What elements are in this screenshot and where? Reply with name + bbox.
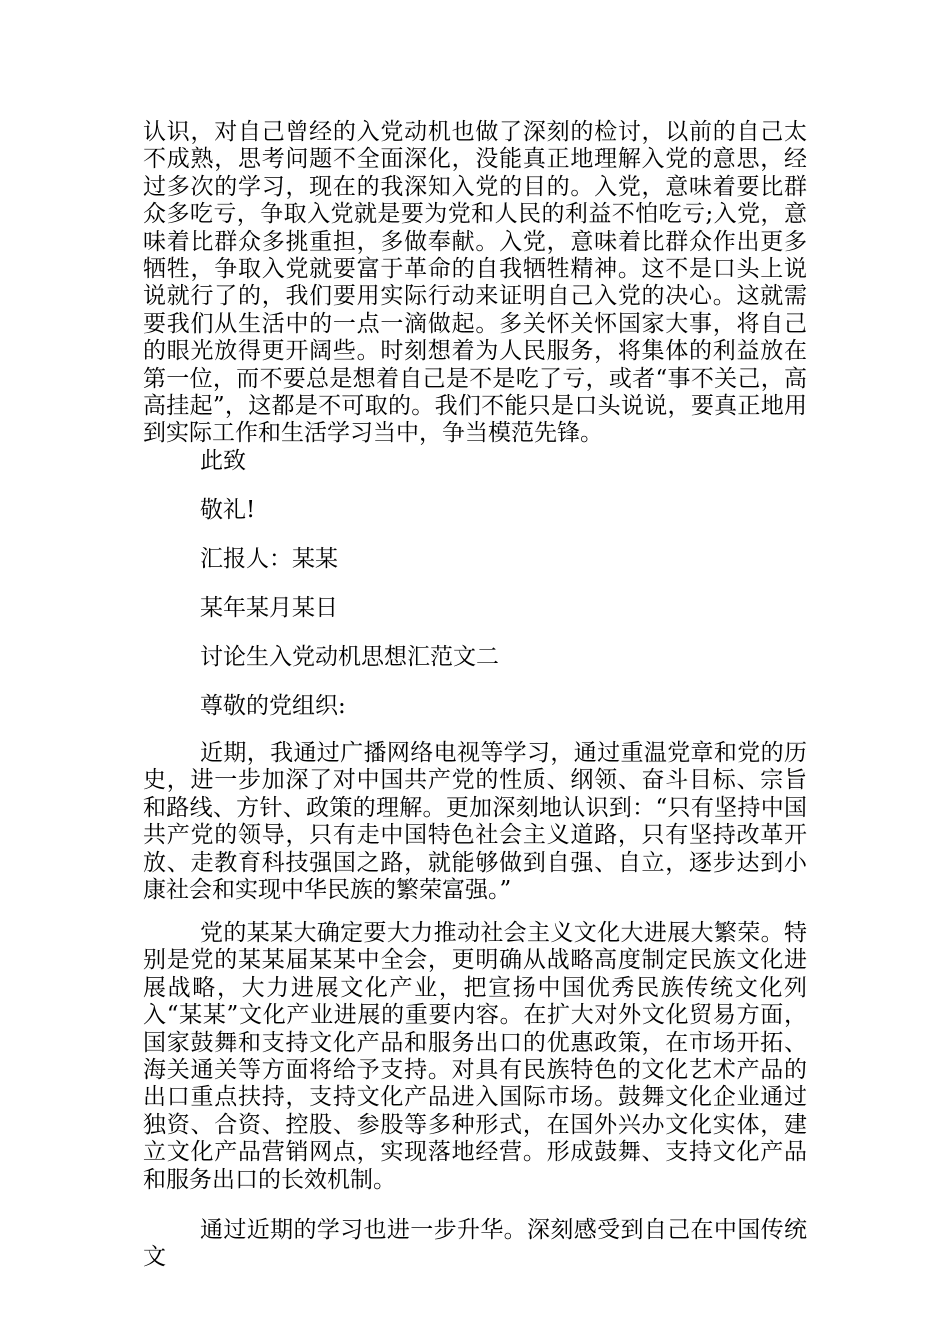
closing-line-2: 敬礼!	[200, 497, 256, 523]
paragraph-3	[143, 920, 807, 1194]
section-heading: 讨论生入党动机思想汇范文二	[200, 644, 499, 670]
paragraph-2-text: 近期，我通过广播网络电视等学习，通过重温党章和党的历史，进一步加深了对中国共产党的性质、纲领、奋斗目标、宗旨和路线、方针、政策的理解。更加深刻地认识到：“只有坚持中国共产党的领导，只有走中国特色社会主义道路，只有坚持改革开放、走教育科技强国之路，就能够做到自强、自立，逐步达到小康社会和实现中华民族的繁荣富强。”	[143, 740, 807, 904]
paragraph-1-text: 认识，对自己曾经的入党动机也做了深刻的检讨，以前的自己太不成熟，思考问题不全面深化，没能真正地理解入党的意思，经过多次的学习，现在的我深知入党的目的。入党，意味着要比群众多吃亏，争取入党就是要为党和人民的利益不怕吃亏;入党，意味着比群众多挑重担，多做奉献。入党，意味着比群众作出更多牺牲，争取入党就要富于革命的自我牺牲精神。这不是口头上说说就行了的，我们要用实际行动来证明自己入党的决心。这就需要我们从生活中的一点一滴做起。多关怀关怀国家大事，将自己的眼光放得更开阔些。时刻想着为人民服务，将集体的利益放在第一位，而不要总是想着自己是不是吃了亏，或者“事不关己，高高挂起”，这都是不可取的。我们不能只是口头说说，要真正地用到实际工作和生活学习当中，争当模范先锋。	[143, 119, 807, 447]
salutation-line: 尊敬的党组织:	[200, 693, 346, 719]
paragraph-3-text: 党的某某大确定要大力推动社会主义文化大进展大繁荣。特别是党的某某届某某中全会，更明确从战略高度制定民族文化进展战略，大力进展文化产业，把宣扬中国优秀民族传统文化列入“某某”文化产业进展的重要内容。在扩大对外文化贸易方面，国家鼓舞和支持文化产品和服务出口的优惠政策，在市场开拓、海关通关等方面将给予支持。对具有民族特色的文化艺术产品的出口重点扶持，支持文化产品进入国际市场。鼓舞文化企业通过独资、合资、控股、参股等多种形式，在国外兴办文化实体，建立文化产品营销网点，实现落地经营。形成鼓舞、支持文化产品和服务出口的长效机制。	[143, 920, 807, 1193]
closing-line-1: 此致	[200, 448, 246, 474]
paragraph-4-text: 通过近期的学习也进一步升华。深刻感受到自己在中国传统文	[143, 1217, 807, 1271]
paragraph-4	[143, 1217, 807, 1272]
date-line: 某年某月某日	[200, 595, 338, 621]
paragraph-2	[143, 740, 807, 904]
reporter-line: 汇报人：某某	[200, 546, 338, 572]
paragraph-1	[143, 119, 807, 448]
